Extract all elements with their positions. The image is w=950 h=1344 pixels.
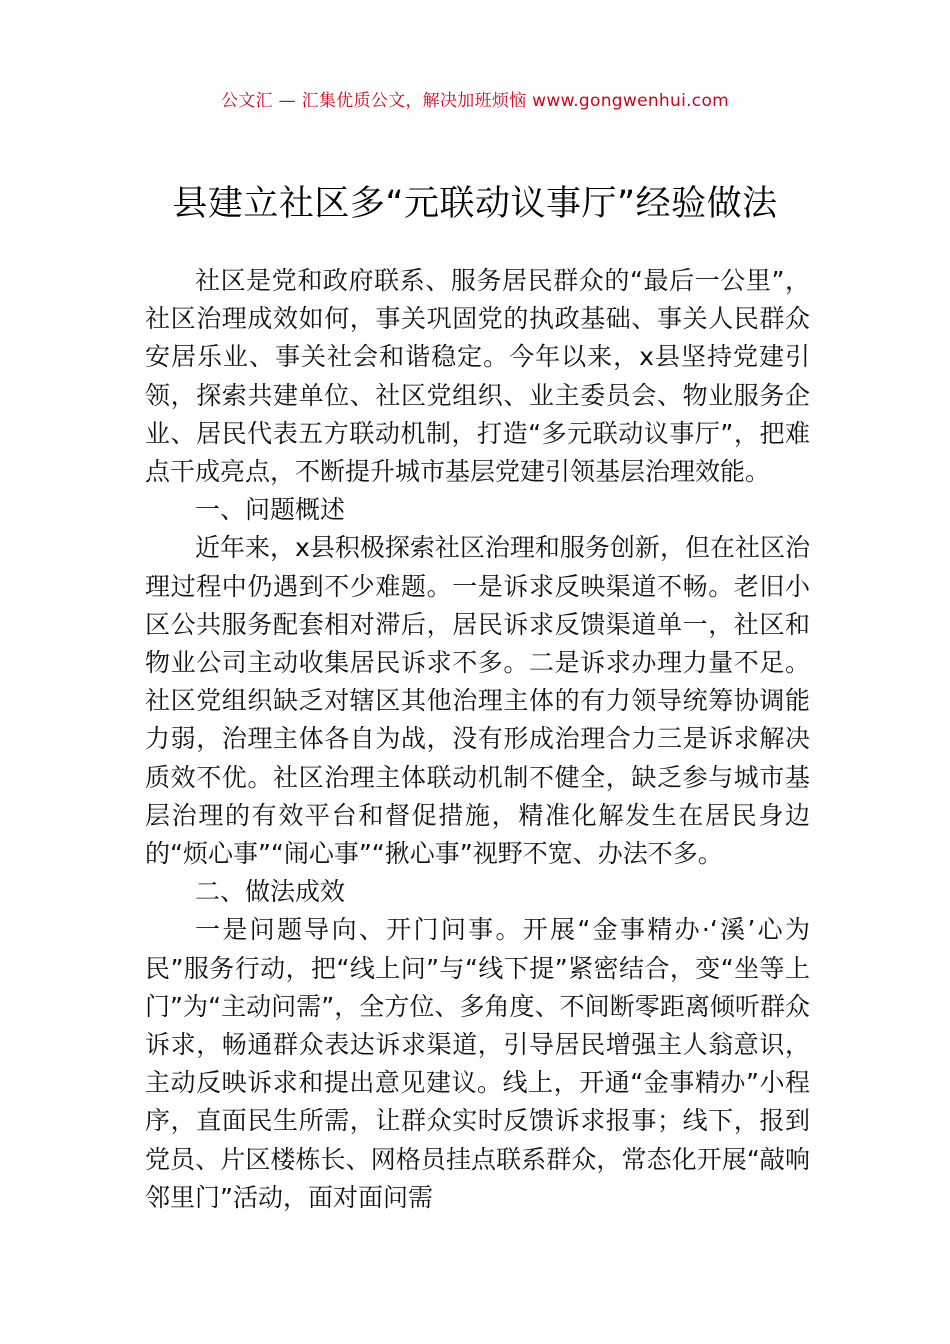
site-banner: 公文汇 — 汇集优质公文，解决加班烦恼 www.gongwenhui.com	[220, 91, 730, 111]
problem-paragraph: 近年来，x县积极探索社区治理和服务创新，但在社区治理过程中仍遇到不少难题。一是诉求反映渠道不畅。老旧小区公共服务配套相对滞后，居民诉求反馈渠道单一，社区和物业公司主动收集居民诉求不多。二是诉求办理力量不足。社区党组织缺乏对辖区其他治理主体的有力领导统筹协调能力弱，治理主体各自为战，没有形成治理合力三是诉求解决质效不优。社区治理主体联动机制不健全，缺乏参与城市基层治理的有效平台和督促措施，精准化解发生在居民身边的“烦心事”“闹心事”“揪心事”视野不宽、办法不多。	[145, 533, 810, 869]
intro-paragraph: 社区是党和政府联系、服务居民群众的“最后一公里”，社区治理成效如何，事关巩固党的执政基础、事关人民群众安居乐业、事关社会和谐稳定。今年以来，x县坚持党建引领，探索共建单位、社区党组织、业主委员会、物业服务企业、居民代表五方联动机制，打造“多元联动议事厅”，把难点干成亮点，不断提升城市基层党建引领基层治理效能。	[145, 266, 810, 487]
document-title: 县建立社区多“元联动议事厅”经验做法	[172, 184, 778, 224]
document-body	[145, 262, 810, 1217]
section-heading-practice: 二、做法成效	[195, 877, 346, 907]
section-heading-problem: 一、问题概述	[195, 495, 346, 525]
practice-paragraph: 一是问题导向、开门问事。开展“金事精办·‘溪’心为民”服务行动，把“线上问”与“线下提”紧密结合，变“坐等上门”为“主动问需”，全方位、多角度、不间断零距离倾听群众诉求，畅通群众表达诉求渠道，引导居民增强主人翁意识，主动反映诉求和提出意见建议。线上，开通“金事精办”小程序，直面民生所需，让群众实时反馈诉求报事；线下，报到党员、片区楼栋长、网格员挂点联系群众，常态化开展“敲响邻里门”活动，面对面问需	[145, 915, 810, 1212]
